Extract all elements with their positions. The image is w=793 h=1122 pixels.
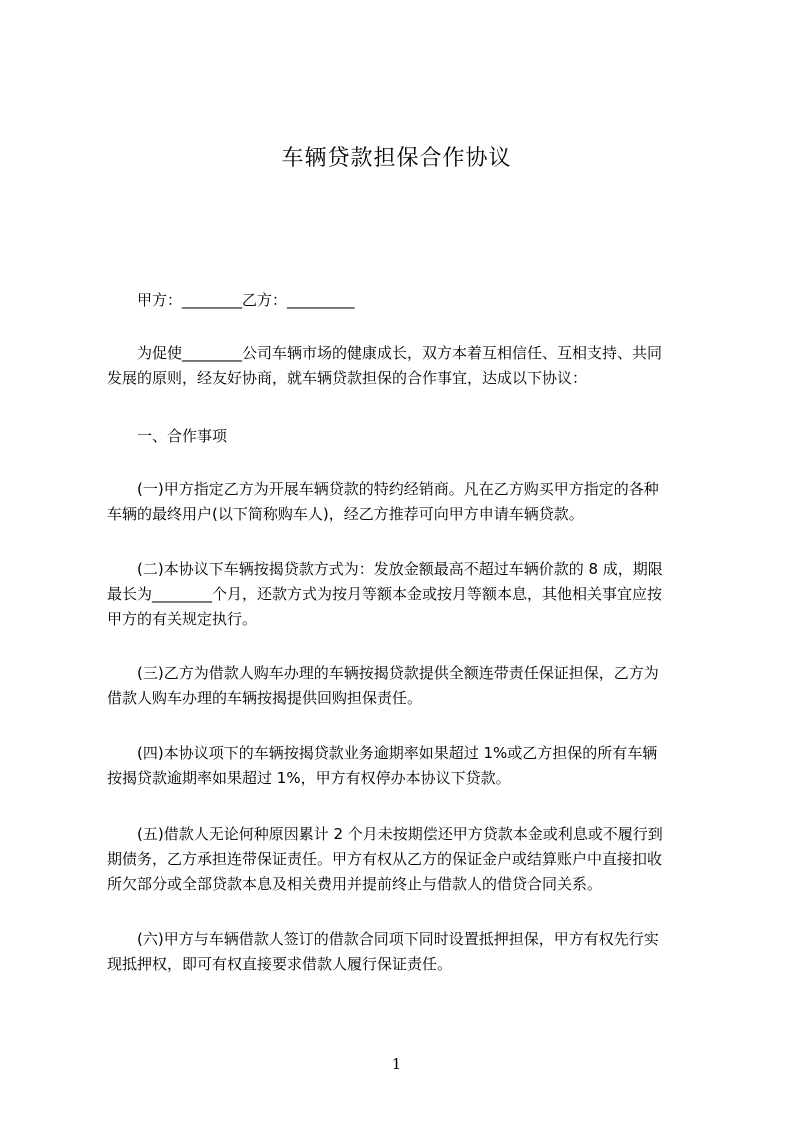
clause-3-line-2: 借款人购车办理的车辆按揭提供回购担保责任。 <box>107 689 423 707</box>
clause-5 <box>107 822 703 897</box>
clause-3-line-1: (三)乙方为借款人购车办理的车辆按揭贷款提供全额连带责任保证担保，乙方为 <box>137 664 659 682</box>
clause-5-line-2: 期债务，乙方承担连带保证责任。甲方有权从乙方的保证金户或结算账户中直接扣收 <box>107 850 663 868</box>
clause-5-line-1: (五)借款人无论何种原因累计 2 个月未按期偿还甲方贷款本金或利息或不履行到 <box>137 825 663 843</box>
clause-6-line-2: 现抵押权，即可有权直接要求借款人履行保证责任。 <box>107 955 453 973</box>
clause-4-line-2: 按揭贷款逾期率如果超过 1%，甲方有权停办本协议下贷款。 <box>107 769 511 787</box>
preamble-line-1: 为促使________公司车辆市场的健康成长，双方本着互相信任、互相支持、共同 <box>137 344 663 362</box>
preamble-line-2: 发展的原则，经友好协商，就车辆贷款担保的合作事宜，达成以下协议： <box>107 369 588 387</box>
clause-1 <box>107 477 703 527</box>
section-heading <box>107 424 703 449</box>
clause-3 <box>107 661 703 711</box>
clause-5-line-3: 所欠部分或全部贷款本息及相关费用并提前终止与借款人的借贷合同关系。 <box>107 875 603 893</box>
clause-1-line-2: 车辆的最终用户(以下简称购车人)，经乙方推荐可向甲方申请车辆贷款。 <box>107 505 584 523</box>
page-number: 1 <box>391 1055 402 1073</box>
clause-6-line-1: (六)甲方与车辆借款人签订的借款合同项下同时设置抵押担保，甲方有权先行实 <box>137 930 659 948</box>
clause-6 <box>107 927 703 977</box>
section-heading-text: 一、合作事项 <box>137 427 228 445</box>
clause-2-line-2: 最长为________个月，还款方式为按月等额本金或按月等额本息，其他相关事宜应按 <box>107 585 663 603</box>
document-title: 车辆贷款担保合作协议 <box>281 146 512 171</box>
clause-2-line-3: 甲方的有关规定执行。 <box>107 610 258 628</box>
clause-4 <box>107 741 703 791</box>
clause-4-line-1: (四)本协议项下的车辆按揭贷款业务逾期率如果超过 1%或乙方担保的所有车辆 <box>137 744 658 762</box>
clause-1-line-1: (一)甲方指定乙方为开展车辆贷款的特约经销商。凡在乙方购买甲方指定的各种 <box>137 480 659 498</box>
preamble-paragraph <box>107 341 703 391</box>
clause-2-line-1: (二)本协议下车辆按揭贷款方式为：发放金额最高不超过车辆价款的 8 成，期限 <box>137 560 663 578</box>
clause-2 <box>107 557 703 632</box>
parties-text: 甲方：________乙方：_________ <box>137 291 355 309</box>
parties-line <box>107 288 703 313</box>
